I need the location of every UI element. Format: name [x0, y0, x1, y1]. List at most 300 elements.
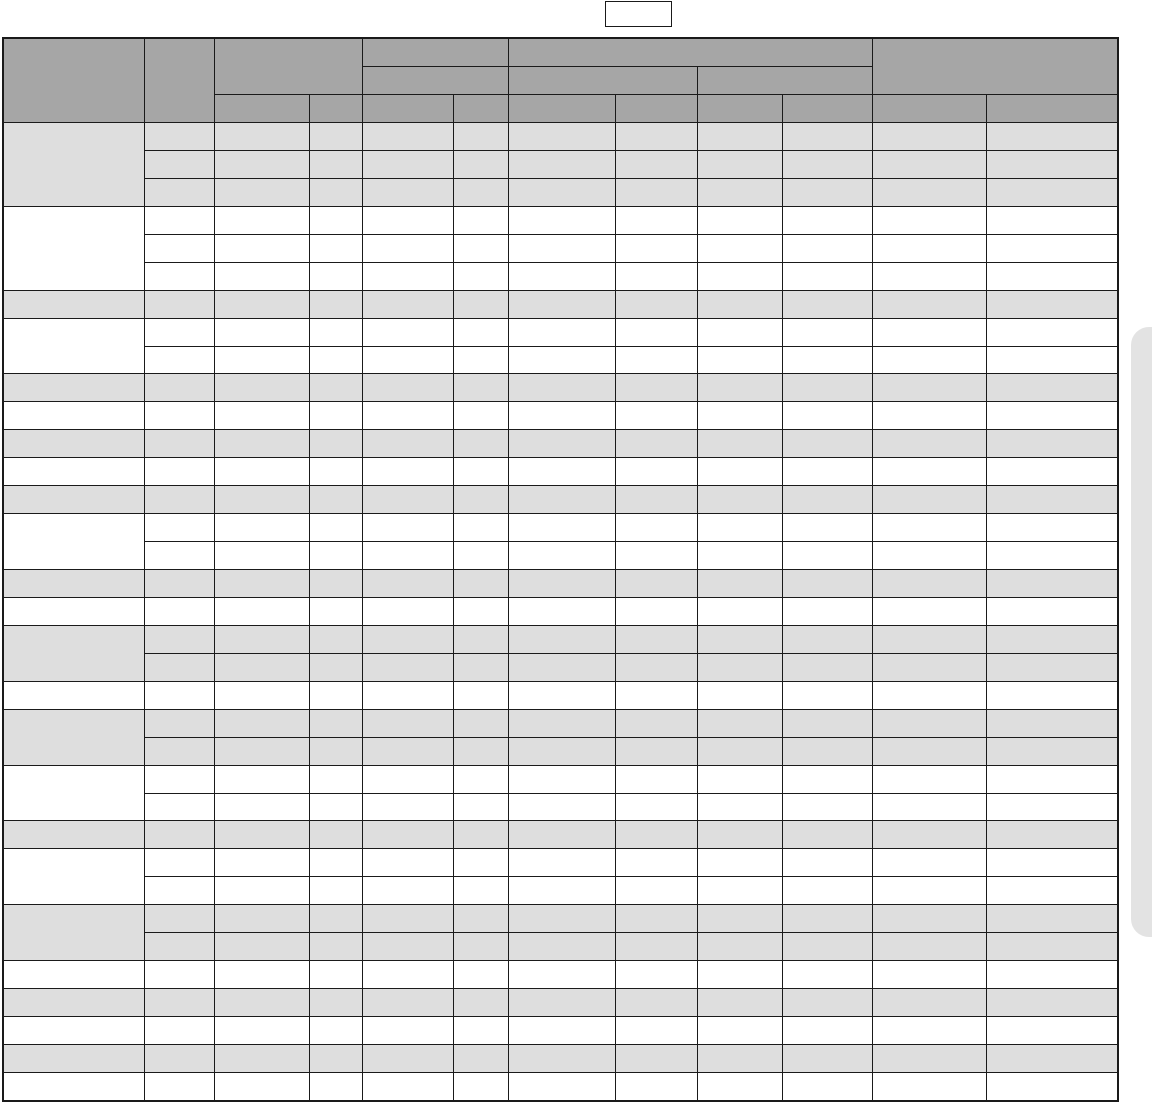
table-cell — [144, 346, 214, 374]
table-cell — [144, 681, 214, 709]
table-cell — [144, 458, 214, 486]
table-cell — [214, 206, 309, 234]
table-cell — [508, 150, 615, 178]
table-cell — [782, 430, 872, 458]
table-cell — [872, 234, 986, 262]
table-cell — [214, 346, 309, 374]
table-cell — [453, 346, 508, 374]
table-cell — [508, 514, 615, 542]
row-group-label — [3, 374, 144, 402]
table-row — [3, 989, 1118, 1017]
table-cell — [697, 234, 782, 262]
header-subcell — [508, 95, 615, 123]
table-cell — [508, 653, 615, 681]
table-cell — [872, 206, 986, 234]
table-cell — [697, 206, 782, 234]
table-cell — [986, 681, 1118, 709]
table-cell — [508, 1044, 615, 1072]
table-row — [3, 178, 1118, 206]
table-cell — [214, 458, 309, 486]
table-cell — [214, 989, 309, 1017]
table-cell — [697, 486, 782, 514]
table-cell — [214, 150, 309, 178]
row-group-label — [3, 597, 144, 625]
table-cell — [453, 653, 508, 681]
table-cell — [615, 262, 697, 290]
table-cell — [309, 821, 362, 849]
header-subcell — [214, 95, 309, 123]
header-cell — [697, 67, 872, 95]
table-cell — [615, 737, 697, 765]
table-row — [3, 905, 1118, 933]
table-cell — [782, 905, 872, 933]
table-body — [3, 123, 1118, 1102]
table-cell — [144, 262, 214, 290]
table-row — [3, 123, 1118, 151]
table-cell — [214, 849, 309, 877]
table-cell — [615, 570, 697, 598]
table-cell — [986, 737, 1118, 765]
table-cell — [697, 653, 782, 681]
table-cell — [986, 653, 1118, 681]
table-cell — [615, 514, 697, 542]
table-cell — [615, 905, 697, 933]
table-cell — [782, 318, 872, 346]
table-cell — [508, 989, 615, 1017]
table-cell — [309, 849, 362, 877]
table-cell — [309, 709, 362, 737]
table-row — [3, 961, 1118, 989]
table-cell — [508, 346, 615, 374]
table-cell — [453, 625, 508, 653]
table-cell — [144, 625, 214, 653]
table-cell — [309, 877, 362, 905]
table-cell — [872, 514, 986, 542]
table-cell — [214, 905, 309, 933]
table-cell — [309, 430, 362, 458]
table-cell — [872, 570, 986, 598]
table-cell — [872, 542, 986, 570]
table-cell — [362, 821, 453, 849]
table-row — [3, 1072, 1118, 1101]
table-cell — [615, 933, 697, 961]
table-row — [3, 737, 1118, 765]
table-cell — [872, 597, 986, 625]
row-group-label — [3, 402, 144, 430]
table-cell — [362, 234, 453, 262]
table-cell — [615, 486, 697, 514]
table-cell — [144, 989, 214, 1017]
table-row — [3, 653, 1118, 681]
table-cell — [214, 514, 309, 542]
table-cell — [697, 178, 782, 206]
table-cell — [214, 681, 309, 709]
header-cell — [144, 38, 214, 123]
table-cell — [144, 597, 214, 625]
table-cell — [309, 458, 362, 486]
table-cell — [615, 821, 697, 849]
table-cell — [615, 625, 697, 653]
table-cell — [453, 290, 508, 318]
table-row — [3, 290, 1118, 318]
table-cell — [872, 625, 986, 653]
table-cell — [309, 653, 362, 681]
table-cell — [872, 1044, 986, 1072]
table-row — [3, 374, 1118, 402]
table-cell — [508, 765, 615, 793]
table-cell — [697, 150, 782, 178]
table-cell — [782, 486, 872, 514]
row-group-label — [3, 570, 144, 598]
table-cell — [453, 234, 508, 262]
table-cell — [782, 150, 872, 178]
table-cell — [697, 318, 782, 346]
header-subcell — [986, 95, 1118, 123]
row-group-label — [3, 709, 144, 765]
table-cell — [453, 1072, 508, 1101]
data-table — [2, 37, 1119, 1102]
table-cell — [508, 486, 615, 514]
row-group-label — [3, 765, 144, 821]
table-cell — [615, 681, 697, 709]
table-cell — [214, 597, 309, 625]
table-cell — [782, 961, 872, 989]
row-group-label — [3, 961, 144, 989]
table-cell — [453, 458, 508, 486]
table-cell — [697, 290, 782, 318]
table-cell — [362, 1072, 453, 1101]
header-subcell — [782, 95, 872, 123]
table-cell — [508, 933, 615, 961]
table-cell — [615, 961, 697, 989]
table-cell — [782, 989, 872, 1017]
row-group-label — [3, 458, 144, 486]
table-cell — [144, 709, 214, 737]
table-cell — [615, 290, 697, 318]
table-cell — [214, 178, 309, 206]
table-cell — [144, 821, 214, 849]
table-cell — [872, 961, 986, 989]
table-cell — [615, 402, 697, 430]
table-cell — [453, 933, 508, 961]
table-row — [3, 625, 1118, 653]
table-cell — [309, 737, 362, 765]
table-cell — [872, 765, 986, 793]
header-cell — [872, 38, 1118, 95]
table-row — [3, 206, 1118, 234]
table-cell — [615, 123, 697, 151]
table-cell — [782, 234, 872, 262]
table-cell — [362, 262, 453, 290]
header-cell — [362, 67, 508, 95]
table-cell — [144, 1072, 214, 1101]
table-cell — [453, 178, 508, 206]
table-cell — [362, 597, 453, 625]
table-cell — [697, 514, 782, 542]
table-cell — [782, 653, 872, 681]
table-cell — [309, 150, 362, 178]
table-cell — [782, 933, 872, 961]
table-cell — [986, 234, 1118, 262]
table-cell — [872, 150, 986, 178]
table-cell — [872, 430, 986, 458]
table-cell — [453, 961, 508, 989]
row-group-label — [3, 318, 144, 374]
table-cell — [782, 765, 872, 793]
table-cell — [309, 961, 362, 989]
table-cell — [872, 793, 986, 821]
table-cell — [453, 989, 508, 1017]
table-cell — [986, 346, 1118, 374]
table-cell — [697, 765, 782, 793]
table-cell — [362, 1017, 453, 1045]
table-cell — [214, 821, 309, 849]
table-cell — [453, 597, 508, 625]
table-cell — [362, 737, 453, 765]
table-cell — [615, 849, 697, 877]
table-cell — [144, 737, 214, 765]
table-cell — [214, 234, 309, 262]
table-row — [3, 318, 1118, 346]
table-cell — [362, 905, 453, 933]
table-row — [3, 458, 1118, 486]
table-cell — [453, 206, 508, 234]
table-cell — [144, 933, 214, 961]
table-cell — [782, 374, 872, 402]
table-cell — [309, 123, 362, 151]
table-cell — [214, 709, 309, 737]
table-cell — [782, 1072, 872, 1101]
table-cell — [362, 458, 453, 486]
table-cell — [453, 765, 508, 793]
table-cell — [615, 597, 697, 625]
table-row — [3, 430, 1118, 458]
table-cell — [697, 793, 782, 821]
table-cell — [508, 570, 615, 598]
table-cell — [144, 486, 214, 514]
table-cell — [362, 709, 453, 737]
table-cell — [144, 1017, 214, 1045]
table-row — [3, 514, 1118, 542]
table-cell — [453, 905, 508, 933]
table-cell — [362, 653, 453, 681]
table-cell — [782, 178, 872, 206]
table-cell — [872, 933, 986, 961]
table-cell — [697, 262, 782, 290]
table-cell — [697, 597, 782, 625]
table-cell — [782, 542, 872, 570]
table-cell — [986, 1072, 1118, 1101]
table-cell — [782, 123, 872, 151]
table-cell — [453, 402, 508, 430]
table-cell — [309, 318, 362, 346]
table-cell — [986, 821, 1118, 849]
table-cell — [309, 765, 362, 793]
table-cell — [986, 290, 1118, 318]
table-cell — [986, 430, 1118, 458]
table-cell — [697, 681, 782, 709]
table-cell — [214, 542, 309, 570]
table-cell — [782, 262, 872, 290]
table-cell — [508, 374, 615, 402]
table-cell — [782, 877, 872, 905]
table-cell — [508, 625, 615, 653]
table-cell — [615, 150, 697, 178]
table-cell — [214, 262, 309, 290]
table-cell — [144, 318, 214, 346]
header-subcell — [872, 95, 986, 123]
table-cell — [615, 793, 697, 821]
table-cell — [508, 905, 615, 933]
table-row — [3, 849, 1118, 877]
table-cell — [362, 933, 453, 961]
table-cell — [362, 681, 453, 709]
table-cell — [782, 514, 872, 542]
table-row — [3, 486, 1118, 514]
table-row — [3, 1017, 1118, 1045]
table-cell — [144, 402, 214, 430]
table-cell — [309, 933, 362, 961]
table-cell — [986, 961, 1118, 989]
table-cell — [144, 234, 214, 262]
table-cell — [615, 458, 697, 486]
row-group-label — [3, 989, 144, 1017]
table-cell — [697, 821, 782, 849]
table-cell — [986, 989, 1118, 1017]
table-row — [3, 933, 1118, 961]
table-cell — [144, 430, 214, 458]
table-cell — [508, 318, 615, 346]
table-cell — [697, 933, 782, 961]
table-cell — [508, 737, 615, 765]
table-cell — [144, 570, 214, 598]
table-cell — [214, 737, 309, 765]
table-cell — [362, 290, 453, 318]
table-cell — [986, 625, 1118, 653]
header-cell — [214, 38, 362, 95]
row-group-label — [3, 1044, 144, 1072]
table-cell — [872, 290, 986, 318]
table-cell — [986, 486, 1118, 514]
table-cell — [986, 709, 1118, 737]
table-cell — [508, 877, 615, 905]
table-cell — [144, 290, 214, 318]
table-cell — [453, 514, 508, 542]
table-cell — [214, 793, 309, 821]
table-cell — [872, 709, 986, 737]
table-cell — [508, 123, 615, 151]
table-cell — [986, 206, 1118, 234]
table-cell — [986, 905, 1118, 933]
table-cell — [697, 430, 782, 458]
table-cell — [362, 1044, 453, 1072]
table-cell — [362, 793, 453, 821]
table-cell — [214, 653, 309, 681]
table-cell — [144, 123, 214, 151]
table-cell — [782, 570, 872, 598]
table-cell — [453, 318, 508, 346]
table-cell — [309, 597, 362, 625]
table-cell — [782, 849, 872, 877]
table-cell — [615, 989, 697, 1017]
table-cell — [309, 402, 362, 430]
row-group-label — [3, 514, 144, 570]
table-cell — [986, 765, 1118, 793]
table-cell — [362, 318, 453, 346]
table-row — [3, 570, 1118, 598]
table-cell — [362, 402, 453, 430]
table-cell — [697, 570, 782, 598]
table-cell — [508, 849, 615, 877]
table-cell — [309, 514, 362, 542]
table-cell — [697, 905, 782, 933]
header-subcell — [697, 95, 782, 123]
table-cell — [615, 346, 697, 374]
row-group-label — [3, 206, 144, 290]
table-cell — [309, 793, 362, 821]
table-cell — [872, 653, 986, 681]
table-cell — [986, 402, 1118, 430]
table-cell — [782, 1017, 872, 1045]
table-row — [3, 793, 1118, 821]
table-cell — [615, 1017, 697, 1045]
table-cell — [362, 430, 453, 458]
table-cell — [214, 765, 309, 793]
table-cell — [697, 1044, 782, 1072]
table-cell — [362, 765, 453, 793]
table-cell — [697, 849, 782, 877]
table-cell — [872, 123, 986, 151]
header-subcell — [615, 95, 697, 123]
table-row — [3, 262, 1118, 290]
table-cell — [214, 123, 309, 151]
table-cell — [782, 709, 872, 737]
table-cell — [309, 625, 362, 653]
table-cell — [872, 178, 986, 206]
table-cell — [872, 681, 986, 709]
table-cell — [782, 681, 872, 709]
table-cell — [214, 290, 309, 318]
table-cell — [453, 821, 508, 849]
table-cell — [782, 821, 872, 849]
table-cell — [986, 318, 1118, 346]
page-number-box — [605, 1, 672, 27]
table-cell — [986, 262, 1118, 290]
table-cell — [697, 961, 782, 989]
row-group-label — [3, 1072, 144, 1101]
table-cell — [697, 542, 782, 570]
table-cell — [872, 402, 986, 430]
table-cell — [508, 681, 615, 709]
table-cell — [986, 597, 1118, 625]
table-cell — [872, 849, 986, 877]
table-cell — [453, 486, 508, 514]
table-cell — [453, 793, 508, 821]
table-cell — [872, 821, 986, 849]
table-cell — [309, 1044, 362, 1072]
table-cell — [615, 318, 697, 346]
table-cell — [362, 150, 453, 178]
table-cell — [872, 346, 986, 374]
table-cell — [453, 681, 508, 709]
table-cell — [144, 206, 214, 234]
table-cell — [615, 709, 697, 737]
table-cell — [362, 625, 453, 653]
table-cell — [615, 1044, 697, 1072]
row-group-label — [3, 123, 144, 207]
table-cell — [309, 290, 362, 318]
table-cell — [697, 737, 782, 765]
